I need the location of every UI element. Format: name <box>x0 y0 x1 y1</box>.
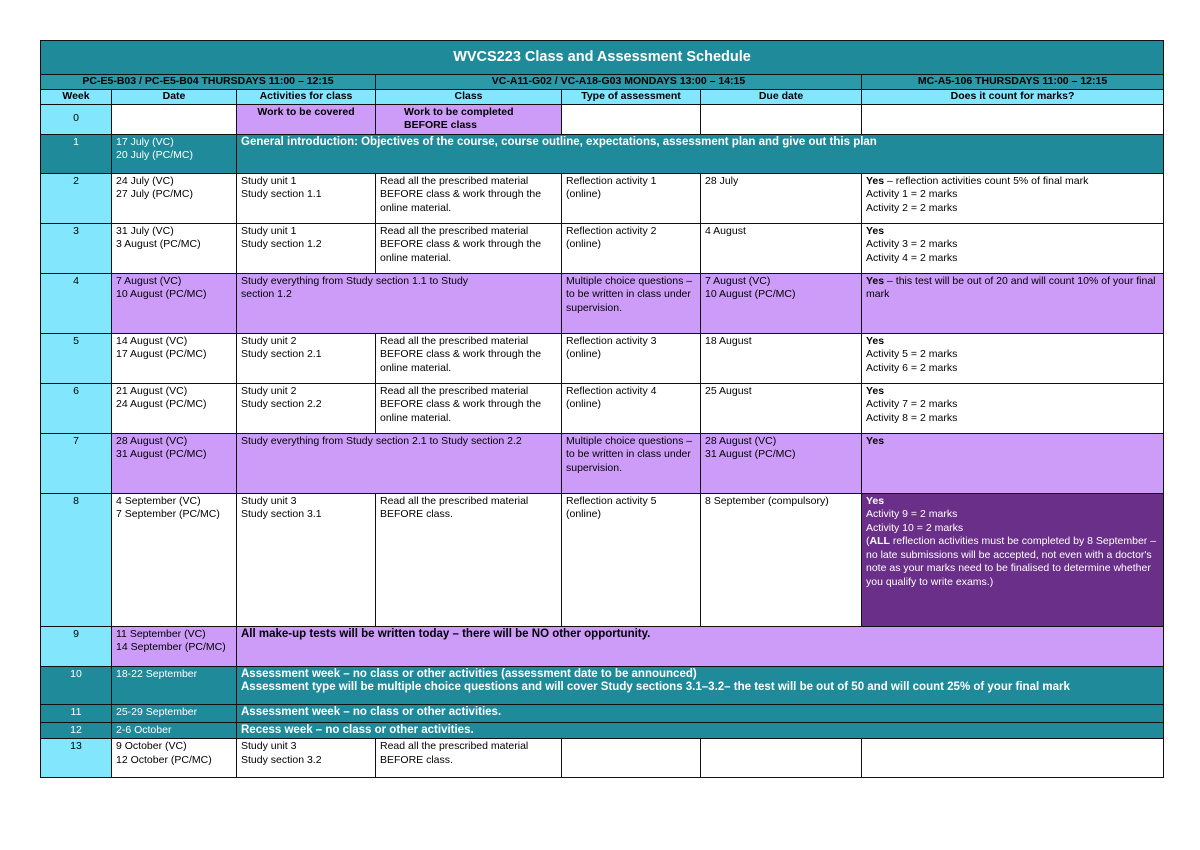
table-row <box>41 433 1164 493</box>
date-line: 7 September (PC/MC) <box>116 508 220 520</box>
date-line: 14 August (VC) <box>116 334 188 347</box>
marks-line: Activity 2 = 2 marks <box>866 201 958 214</box>
type-line: (online) <box>566 508 602 520</box>
summary-line: Assessment type will be multiple choice questions and will cover Study sections 3.1–3.2– the test will be out of 50 and will count 25% of your final mark <box>241 681 1070 693</box>
week-cell: 5 <box>41 333 112 383</box>
table-row <box>41 739 1164 778</box>
marks-line: Activity 9 = 2 marks <box>866 508 958 520</box>
activities-cell <box>237 333 376 383</box>
week-cell: 12 <box>41 722 112 739</box>
class-line-rest: class <box>447 119 477 131</box>
venue-middle: VC-A11-G02 / VC-A18-G03 MONDAYS 13:00 – 14:15 <box>376 75 862 90</box>
bold-text: Yes <box>866 434 885 447</box>
activity-line: Study section 2.1 <box>241 348 322 360</box>
marks-cell <box>862 739 1164 778</box>
type-line: (online) <box>566 238 602 250</box>
date-line: 27 July (PC/MC) <box>116 188 194 200</box>
type-line: (online) <box>566 398 602 410</box>
activities-cell <box>237 223 376 273</box>
marks-cell <box>862 493 1164 626</box>
week-cell: 3 <box>41 223 112 273</box>
activity-line: Study unit 2 <box>241 334 297 347</box>
date-cell <box>112 134 237 173</box>
date-cell <box>112 493 237 626</box>
marks-line: Activity 10 = 2 marks <box>866 521 964 534</box>
summary-line: Assessment week – no class or other activities (assessment date to be announced) <box>241 667 697 680</box>
bold-text: Yes <box>866 274 885 287</box>
row-summary: General introduction: Objectives of the course, course outline, expectations, assessment plan and give out this plan <box>237 134 1164 173</box>
table-row <box>41 333 1164 383</box>
due-cell <box>701 104 862 134</box>
class-cell: Read all the prescribed material BEFORE class & work through the online material. <box>376 223 562 273</box>
activity-line: Study section 3.2 <box>241 753 322 766</box>
class-cell: Read all the prescribed material BEFORE class. <box>376 493 562 626</box>
date-cell <box>112 626 237 666</box>
note-open: ( <box>866 535 870 547</box>
marks-line <box>866 385 1159 399</box>
marks-line: Activity 4 = 2 marks <box>866 251 958 264</box>
date-cell <box>112 173 237 223</box>
table-row <box>41 383 1164 433</box>
bold-text: Yes <box>866 494 885 507</box>
type-line: Reflection activity 2 <box>566 224 657 237</box>
date-line: 11 September (VC) <box>116 627 206 640</box>
type-cell <box>562 104 701 134</box>
marks-line <box>866 225 1159 239</box>
marks-line: Activity 1 = 2 marks <box>866 188 958 200</box>
row-summary: All make-up tests will be written today – there will be NO other opportunity. <box>237 626 1164 666</box>
date-cell: 25-29 September <box>112 704 237 722</box>
marks-note <box>866 535 1159 589</box>
header-due: Due date <box>701 90 862 105</box>
activities-cell <box>237 173 376 223</box>
note-rest: reflection activities must be completed by 8 September – no late submissions will be accepted, not even with a doctor's note as your marks need to be finalised to determine whether you qualify to write exams.) <box>866 535 1157 588</box>
class-cell: Read all the prescribed material BEFORE class & work through the online material. <box>376 173 562 223</box>
header-class: Class <box>376 90 562 105</box>
date-cell <box>112 273 237 333</box>
type-cell: Multiple choice questions – to be written in class under supervision. <box>562 433 701 493</box>
date-line: 31 July (VC) <box>116 224 174 237</box>
header-activities: Activities for class <box>237 90 376 105</box>
header-marks: Does it count for marks? <box>862 90 1164 105</box>
bold-text: Yes <box>866 174 885 187</box>
class-cell: Read all the prescribed material BEFORE class & work through the online material. <box>376 383 562 433</box>
row-summary: Recess week – no class or other activities. <box>237 722 1164 739</box>
date-cell: 2-6 October <box>112 722 237 739</box>
week-cell: 6 <box>41 383 112 433</box>
venue-row <box>41 75 1164 90</box>
header-week: Week <box>41 90 112 105</box>
week-cell: 2 <box>41 173 112 223</box>
bold-text: ALL <box>869 535 890 547</box>
venue-right: MC-A5-106 THURSDAYS 11:00 – 12:15 <box>862 75 1164 90</box>
activity-line: Study section 1.2 <box>241 238 322 250</box>
type-cell <box>562 493 701 626</box>
type-cell <box>562 383 701 433</box>
due-line: 28 August (VC) <box>705 434 777 447</box>
date-line: 4 September (VC) <box>116 494 201 507</box>
activity-line: Study unit 2 <box>241 384 297 397</box>
date-line: 21 August (VC) <box>116 384 188 397</box>
date-line: 12 October (PC/MC) <box>116 753 212 766</box>
marks-cell <box>862 104 1164 134</box>
type-line: Reflection activity 5 <box>566 494 657 507</box>
due-cell: 28 July <box>701 173 862 223</box>
date-line: 10 August (PC/MC) <box>116 288 207 300</box>
table-row <box>41 704 1164 722</box>
marks-line: Activity 3 = 2 marks <box>866 238 958 250</box>
week-cell: 10 <box>41 666 112 704</box>
due-line: 31 August (PC/MC) <box>705 448 796 460</box>
marks-line-rest: – reflection activities count 5% of final mark <box>884 174 1089 187</box>
class-cell: Read all the prescribed material BEFORE class. <box>376 739 562 778</box>
table-row <box>41 223 1164 273</box>
date-line: 17 August (PC/MC) <box>116 348 207 360</box>
type-line: (online) <box>566 188 602 200</box>
due-cell <box>701 739 862 778</box>
date-cell <box>112 333 237 383</box>
marks-cell <box>862 383 1164 433</box>
activity-line: Study section 1.1 <box>241 188 322 200</box>
activities-cell <box>237 493 376 626</box>
week-cell: 9 <box>41 626 112 666</box>
study-cell: Study everything from Study section 2.1 to Study section 2.2 <box>237 433 562 493</box>
table-row <box>41 666 1164 704</box>
due-cell: 8 September (compulsory) <box>701 493 862 626</box>
table-row <box>41 626 1164 666</box>
activity-line: Study unit 3 <box>241 494 297 507</box>
marks-cell <box>862 223 1164 273</box>
bold-text: BEFORE <box>404 119 448 131</box>
activities-cell <box>237 739 376 778</box>
type-line: Reflection activity 4 <box>566 384 657 397</box>
date-cell <box>112 383 237 433</box>
date-line: 28 August (VC) <box>116 434 188 447</box>
marks-line <box>866 335 1159 349</box>
date-line: 7 August (VC) <box>116 274 182 287</box>
week-cell: 8 <box>41 493 112 626</box>
week-cell: 7 <box>41 433 112 493</box>
table-row <box>41 104 1164 134</box>
date-line: 31 August (PC/MC) <box>116 448 207 460</box>
marks-line: Activity 6 = 2 marks <box>866 361 958 374</box>
marks-cell <box>862 333 1164 383</box>
due-cell: 4 August <box>701 223 862 273</box>
table-row <box>41 134 1164 173</box>
due-cell: 25 August <box>701 383 862 433</box>
marks-cell <box>862 173 1164 223</box>
schedule-table <box>40 40 1164 778</box>
activities-cell <box>237 383 376 433</box>
activity-line: Study section 3.1 <box>241 508 322 520</box>
type-cell: Multiple choice questions – to be written in class under supervision. <box>562 273 701 333</box>
activity-line: Study unit 1 <box>241 174 297 187</box>
type-cell <box>562 333 701 383</box>
table-row <box>41 493 1164 626</box>
date-line: 24 August (PC/MC) <box>116 398 207 410</box>
date-line: 24 July (VC) <box>116 174 174 187</box>
week-cell: 13 <box>41 739 112 778</box>
week-cell: 1 <box>41 134 112 173</box>
activity-line: Study unit 3 <box>241 740 297 752</box>
date-cell <box>112 739 237 778</box>
activity-line: Study unit 1 <box>241 224 297 237</box>
header-date: Date <box>112 90 237 105</box>
header-row <box>41 90 1164 105</box>
date-cell <box>112 433 237 493</box>
bold-text: Yes <box>866 384 885 397</box>
date-line: 17 July (VC) <box>116 135 174 148</box>
type-line: Reflection activity 3 <box>566 334 657 347</box>
marks-cell <box>862 273 1164 333</box>
due-cell: 18 August <box>701 333 862 383</box>
type-line: (online) <box>566 348 602 360</box>
due-line: 7 August (VC) <box>705 274 771 287</box>
bold-text: Yes <box>866 334 885 347</box>
type-cell <box>562 173 701 223</box>
date-cell <box>112 104 237 134</box>
class-line: Work to be completed <box>404 105 514 118</box>
date-cell <box>112 223 237 273</box>
table-row <box>41 173 1164 223</box>
due-cell <box>701 273 862 333</box>
table-row <box>41 722 1164 739</box>
week-cell: 11 <box>41 704 112 722</box>
marks-line: Activity 8 = 2 marks <box>866 411 958 424</box>
type-cell <box>562 223 701 273</box>
due-cell <box>701 433 862 493</box>
marks-rest: – this test will be out of 20 and will count 10% of your final mark <box>866 274 1156 300</box>
row-summary: Assessment week – no class or other activities. <box>237 704 1164 722</box>
type-cell <box>562 739 701 778</box>
class-cell: Read all the prescribed material BEFORE class & work through the online material. <box>376 333 562 383</box>
date-line: 3 August (PC/MC) <box>116 238 201 250</box>
row-summary <box>237 666 1164 704</box>
class-cell <box>376 104 562 134</box>
title-row <box>41 41 1164 75</box>
venue-left: PC-E5-B03 / PC-E5-B04 THURSDAYS 11:00 – 12:15 <box>41 75 376 90</box>
type-line: Reflection activity 1 <box>566 174 657 187</box>
date-line: 9 October (VC) <box>116 740 187 752</box>
activity-line: Study section 2.2 <box>241 398 322 410</box>
header-type: Type of assessment <box>562 90 701 105</box>
class-line <box>404 119 557 133</box>
due-line: 10 August (PC/MC) <box>705 288 796 300</box>
marks-line <box>866 175 1159 189</box>
week-cell: 4 <box>41 273 112 333</box>
bold-text: Yes <box>866 224 885 237</box>
marks-cell <box>862 433 1164 493</box>
table-row <box>41 273 1164 333</box>
date-cell: 18-22 September <box>112 666 237 704</box>
date-line: 20 July (PC/MC) <box>116 149 194 161</box>
marks-line: Activity 7 = 2 marks <box>866 398 958 410</box>
date-line: 14 September (PC/MC) <box>116 641 226 653</box>
schedule-title: WVCS223 Class and Assessment Schedule <box>41 41 1164 75</box>
marks-line: Activity 5 = 2 marks <box>866 348 958 360</box>
marks-line <box>866 495 1159 509</box>
activities-cell: Work to be covered <box>237 104 376 134</box>
study-cell: Study everything from Study section 1.1 to Study section 1.2 <box>237 273 562 333</box>
week-cell: 0 <box>41 104 112 134</box>
